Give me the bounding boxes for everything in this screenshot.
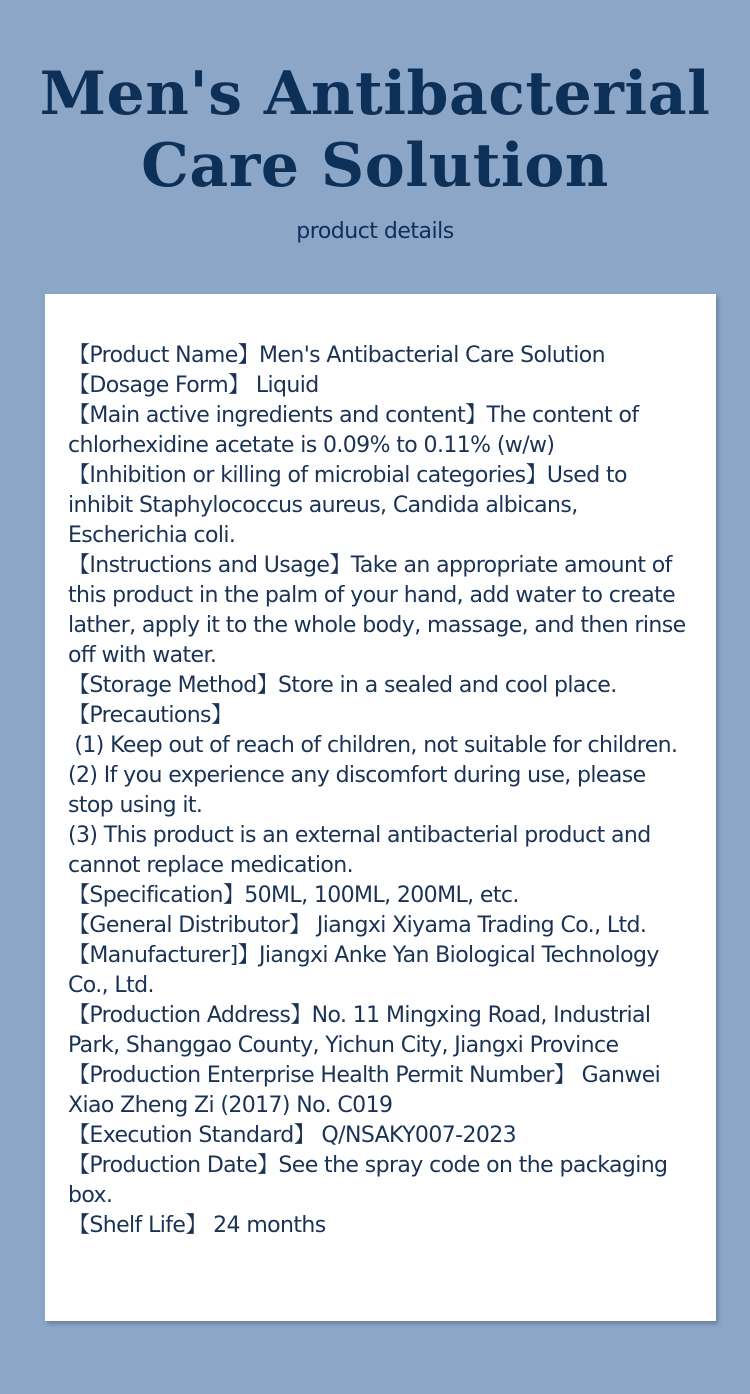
detail-precautions-heading: 【Precautions】 [68, 703, 233, 728]
detail-instructions: 【Instructions and Usage】Take an appropriate amount of this product in the palm of your hand, add water to create lather, apply it to the whole body, massage, and then rinse off with water. [68, 553, 692, 668]
detail-execution-standard: 【Execution Standard】 Q/NSAKY007-2023 [68, 1123, 517, 1148]
detail-microbial-categories: 【Inhibition or killing of microbial categories】Used to inhibit Staphylococcus aureus, Candida albicans, Escherichia coli. [68, 463, 634, 548]
detail-manufacturer: 【Manufacturer]】Jiangxi Anke Yan Biological Technology Co., Ltd. [68, 943, 666, 998]
detail-product-name: 【Product Name】Men's Antibacterial Care Solution [68, 343, 605, 368]
detail-production-date: 【Production Date】See the spray code on the packaging box. [68, 1153, 674, 1208]
detail-shelf-life: 【Shelf Life】 24 months [68, 1213, 326, 1238]
detail-distributor: 【General Distributor】 Jiangxi Xiyama Trading Co., Ltd. [68, 913, 647, 938]
detail-address: 【Production Address】No. 11 Mingxing Road, Industrial Park, Shanggao County, Yichun City, Jiangxi Province [68, 1003, 657, 1058]
detail-precaution-2: (2) If you experience any discomfort during use, please stop using it. [68, 763, 652, 818]
detail-active-ingredients: 【Main active ingredients and content】The content of chlorhexidine acetate is 0.09% to 0.11% (w/w) [68, 403, 645, 458]
page-title: Men's Antibacterial Care Solution [39, 59, 711, 201]
details-card [45, 294, 716, 1321]
detail-storage: 【Storage Method】Store in a sealed and cool place. [68, 673, 617, 698]
details-list [68, 341, 696, 1241]
detail-precaution-1: (1) Keep out of reach of children, not suitable for children. [68, 733, 678, 758]
detail-precaution-3: (3) This product is an external antibacterial product and cannot replace medication. [68, 823, 658, 878]
detail-dosage-form: 【Dosage Form】 Liquid [68, 373, 319, 398]
detail-permit-number: 【Production Enterprise Health Permit Number】 Ganwei Xiao Zheng Zi (2017) No. C019 [68, 1063, 667, 1118]
detail-specification: 【Specification】50ML, 100ML, 200ML, etc. [68, 883, 519, 908]
page-subtitle: product details [296, 219, 454, 244]
